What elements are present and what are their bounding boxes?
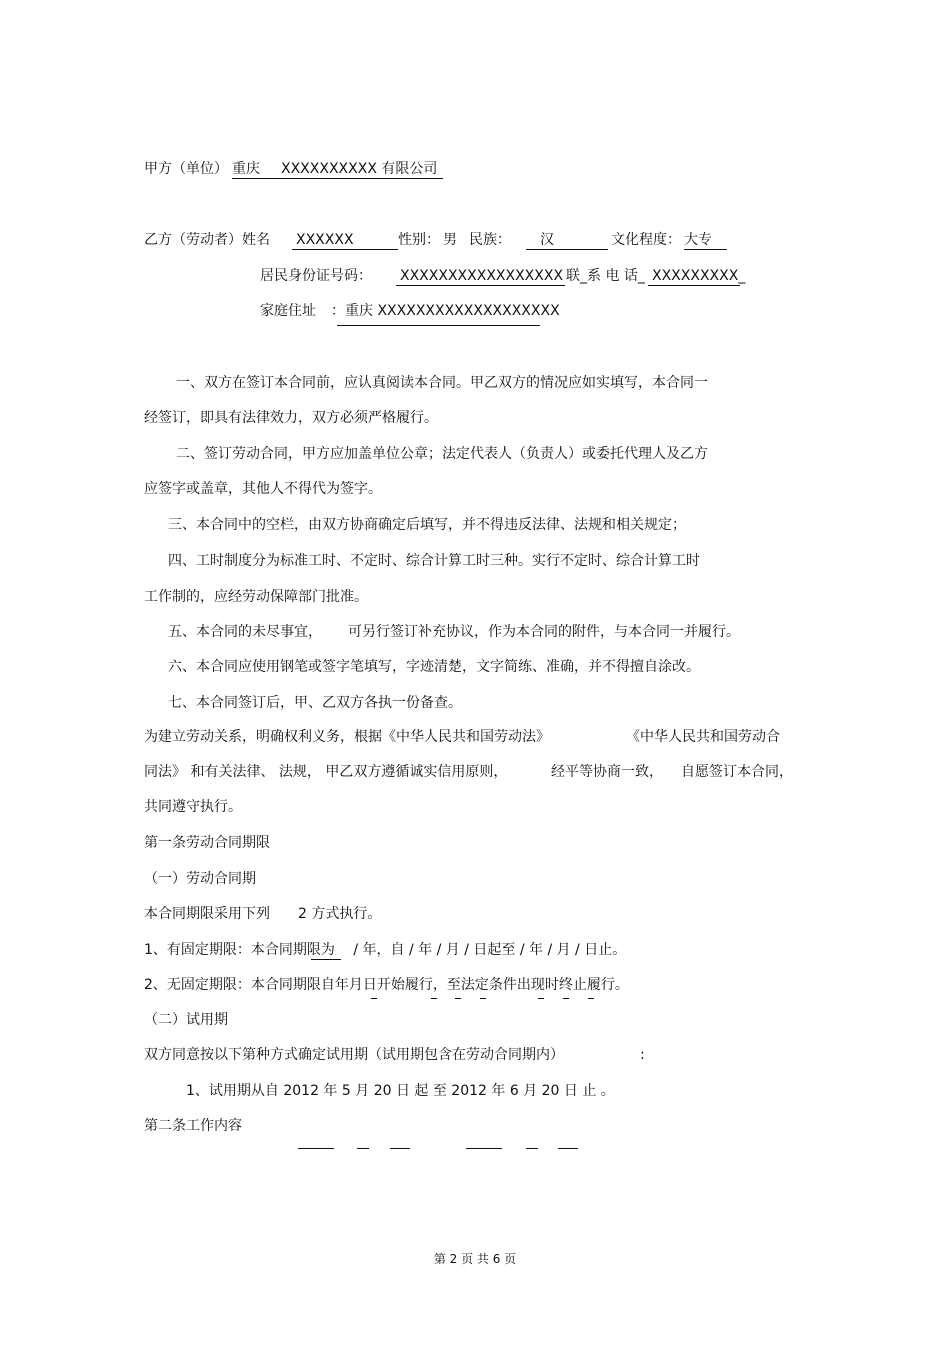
unfixed-dash-1 bbox=[371, 998, 377, 999]
party-b-phone-underline bbox=[648, 285, 740, 286]
unfixed-dash-4 bbox=[480, 998, 486, 999]
party-b-address-label: 家庭住址 bbox=[260, 303, 316, 319]
unfixed-dash-7 bbox=[588, 998, 594, 999]
probation-intro: 双方同意按以下第种方式确定试用期（试用期包含在劳动合同期内） bbox=[144, 1047, 564, 1063]
article-1-mode-a: 本合同期限采用下列 bbox=[144, 906, 270, 922]
party-b-gender: 男 bbox=[443, 232, 457, 248]
party-a-label: 甲方（单位） bbox=[144, 161, 228, 177]
unfixed-dash-2 bbox=[431, 998, 437, 999]
note-1a: 一、双方在签订本合同前，应认真阅读本合同。甲乙双方的情况应如实填写，本合同一 bbox=[176, 375, 708, 391]
note-3: 三、本合同中的空栏，由双方协商确定后填写，并不得违反法律、法规和相关规定； bbox=[168, 517, 686, 533]
party-b-phone-label: 联_系 电 话_ bbox=[566, 268, 645, 284]
party-b-ethnicity-underline bbox=[526, 249, 608, 250]
fixed-term-underline bbox=[311, 959, 341, 960]
note-7: 七、本合同签订后，甲、乙双方各执一份备查。 bbox=[168, 695, 462, 711]
article-1-title: 第一条劳动合同期限 bbox=[144, 835, 270, 851]
unfixed-dash-6 bbox=[563, 998, 569, 999]
article-2-blank-6 bbox=[558, 1148, 578, 1149]
party-b-ethnicity-label: 民族： bbox=[469, 232, 511, 248]
note-2a: 二、签订劳动合同，甲方应加盖单位公章；法定代表人（负责人）或委托代理人及乙方 bbox=[176, 446, 708, 462]
probation-colon: : bbox=[640, 1047, 645, 1063]
unfixed-dash-3 bbox=[455, 998, 461, 999]
article-2-blank-3 bbox=[390, 1148, 410, 1149]
party-b-name: XXXXXX bbox=[296, 232, 354, 248]
article-2-blank-4 bbox=[466, 1148, 502, 1149]
article-1-sub-1: （一）劳动合同期 bbox=[144, 871, 256, 887]
preamble-3: 共同遵守执行。 bbox=[144, 799, 242, 815]
preamble-2b: 经平等协商一致， bbox=[551, 764, 663, 780]
article-1-unfixed-term: 2、无固定期限：本合同期限自年月日开始履行，至法定条件出现时终止履行。 bbox=[144, 977, 629, 993]
note-5b: 可另行签订补充协议，作为本合同的附件，与本合同一并履行。 bbox=[348, 624, 740, 640]
party-b-id-label: 居民身份证号码： bbox=[260, 268, 372, 284]
party-b-id-number: XXXXXXXXXXXXXXXXX bbox=[400, 268, 564, 284]
party-b-education: 大专 bbox=[684, 232, 712, 248]
note-1b: 经签订，即具有法律效力，双方必须严格履行。 bbox=[144, 410, 438, 426]
page-number: 第 2 页 共 6 页 bbox=[433, 1252, 517, 1266]
party-b-address: ：重庆 XXXXXXXXXXXXXXXXXXX bbox=[331, 303, 560, 319]
party-b-education-underline bbox=[684, 249, 727, 250]
preamble-2a: 同法》 和有关法律、 法规， 甲乙双方遵循诚实信用原则， bbox=[144, 764, 508, 780]
party-b-id-underline bbox=[396, 285, 565, 286]
preamble-1a: 为建立劳动关系，明确权利义务，根据《中华人民共和国劳动法》 bbox=[144, 729, 550, 745]
article-2-blank-1 bbox=[298, 1148, 334, 1149]
article-2-blank-2 bbox=[357, 1148, 369, 1149]
party-b-gender-label: 性别： bbox=[398, 232, 440, 248]
party-b-education-label: 文化程度： bbox=[611, 232, 681, 248]
preamble-2c: 自愿签订本合同， bbox=[681, 764, 793, 780]
party-b-phone: XXXXXXXXX_ bbox=[652, 268, 746, 284]
party-a-underline bbox=[232, 178, 443, 179]
note-5a: 五、本合同的未尽事宜， bbox=[168, 624, 322, 640]
article-1-sub-2: （二）试用期 bbox=[144, 1012, 228, 1028]
article-1-fixed-term: 1、有固定期限：本合同期限为 / 年，自 / 年 / 月 / 日起至 / 年 / 月 / 日止。 bbox=[144, 942, 627, 958]
probation-option-1: 1、试用期从自 2012 年 5 月 20 日 起 至 2012 年 6 月 20 日 止 。 bbox=[186, 1083, 615, 1099]
note-4a: 四、工时制度分为标准工时、不定时、综合计算工时三种。实行不定时、综合计算工时 bbox=[168, 553, 700, 569]
article-2-title: 第二条工作内容 bbox=[144, 1118, 242, 1134]
party-b-address-underline bbox=[337, 325, 540, 326]
unfixed-dash-5 bbox=[538, 998, 544, 999]
article-1-mode-b: 2 方式执行。 bbox=[298, 906, 382, 922]
article-2-blank-5 bbox=[526, 1148, 538, 1149]
party-b-name-label: 乙方（劳动者）姓名 bbox=[144, 232, 270, 248]
party-b-name-underline bbox=[292, 249, 398, 250]
party-b-ethnicity: 汉 bbox=[540, 232, 554, 248]
preamble-1b: 《中华人民共和国劳动合 bbox=[626, 729, 780, 745]
party-a-company: XXXXXXXXXX 有限公司 bbox=[281, 161, 438, 177]
note-4b: 工作制的，应经劳动保障部门批准。 bbox=[144, 589, 368, 605]
party-a-city: 重庆 bbox=[232, 161, 260, 177]
note-2b: 应签字或盖章，其他人不得代为签字。 bbox=[144, 481, 382, 497]
note-6: 六、本合同应使用钢笔或签字笔填写，字迹清楚，文字简练、准确，并不得擅自涂改。 bbox=[168, 659, 700, 675]
